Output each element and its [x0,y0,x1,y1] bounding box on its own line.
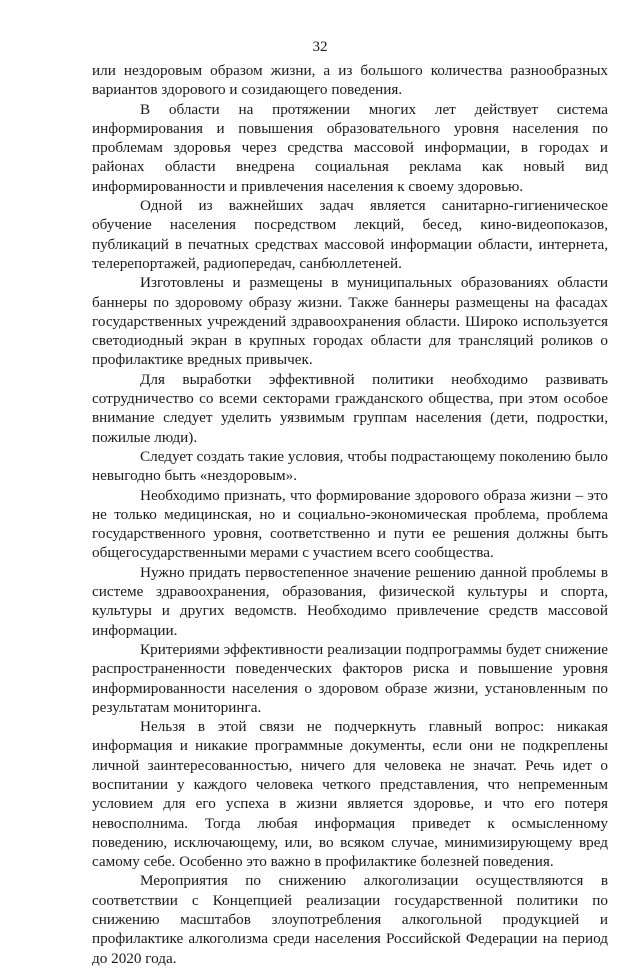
paragraph: Для выработки эффективной политики необходимо развивать сотрудничество со всеми секторами гражданского общества, при этом особое внимание следует уделить уязвимым группам населения (дети, подростки, пожилые люди). [92,370,608,446]
paragraph: Необходимо признать, что формирование здорового образа жизни – это не только медицинская, но и социально-экономическая проблема, проблема государственного уровня, соответственно и пути ее решения должны быть общегосударственными мерами с участием всего сообщества. [92,486,608,562]
paragraph-continuation: или нездоровым образом жизни, а из большого количества разнообразных вариантов здорового и созидающего поведения. [92,62,608,99]
paragraph: Нельзя в этой связи не подчеркнуть главный вопрос: никакая информация и никакие программные документы, если они не подкреплены личной заинтересованностью, ничего для человека не значат. Речь идет о воспитании у каждого человека четкого представления, что непременным условием для его успеха в жизни является здоровье, и что его потеря невосполнима. Тогда любая информация приведет к осмысленному поведению, исключающему, или, во всяком случае, минимизирующему вред самому себе. Особенно это важно в профилактике болезней поведения. [92,718,608,871]
body-text [92,61,608,968]
page-number: 32 [312,39,328,55]
paragraph: Критериями эффективности реализации подпрограммы будет снижение распространенности поведенческих факторов риска и повышение уровня информированности населения о здоровом образе жизни, установленным по результатам мониторинга. [92,640,608,716]
paragraph: Следует создать такие условия, чтобы подрастающему поколению было невыгодно быть «нездоровым». [92,447,608,485]
paragraph: Одной из важнейших задач является санитарно-гигиеническое обучение населения посредством лекций, бесед, кино-видеопоказов, публикаций в печатных средствах массовой информации области, интернета, телерепортажей, радиопередач, санбюллетеней. [92,197,608,272]
paragraph: Нужно придать первостепенное значение решению данной проблемы в системе здравоохранения, образования, физической культуры и спорта, культуры и других ведомств. Необходимо привлечение средств массовой информации. [92,563,608,639]
paragraph: Мероприятия по снижению алкоголизации осуществляются в соответствии с Концепцией реализации государственной политики по снижению масштабов злоупотребления алкогольной продукцией и профилактике алкоголизма среди населения Российской Федерации на период до 2020 года. [92,872,608,967]
paragraph: В области на протяжении многих лет действует система информирования и повышения образовательного уровня населения по проблемам здоровья через средства массовой информации, в городах и районах области внедрена социальная реклама как новый вид информированности и привлечения населения к своему здоровью. [92,100,608,195]
paragraph: Изготовлены и размещены в муниципальных образованиях области баннеры по здоровому образу жизни. Также баннеры размещены на фасадах государственных учреждений здравоохранения области. Широко используется светодиодный экран в крупных городах области для трансляций роликов о профилактике вредных привычек. [92,274,608,369]
